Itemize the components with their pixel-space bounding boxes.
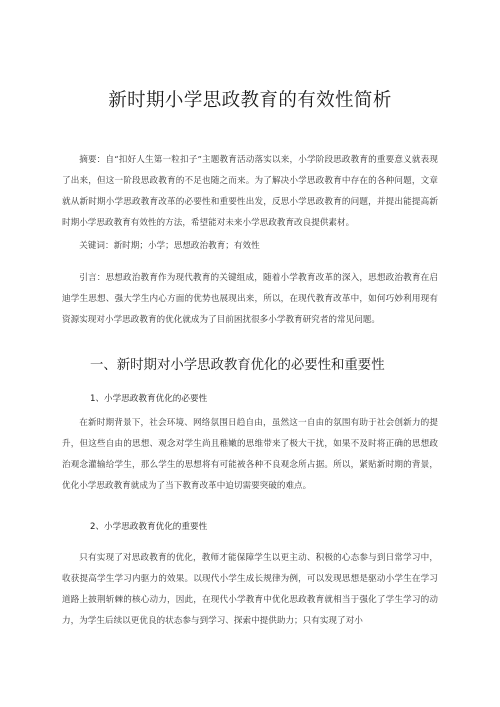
subsection-2-heading: 2、小学思政教育优化的重要性	[90, 522, 208, 532]
subsection-2-paragraph: 只有实现了对思政教育的优化，教师才能保障学生以更主动、积极的心态参与到日常学习中，收获提高学生学习内驱力的效果。以现代小学生成长规律为例，可以发现思想是驱动小学生在学习道路上披荆斩棘的核心动力，因此，在现代小学教育中优化思政教育就相当于强化了学生学习的动力，为学生后续以更优良的状态参与到学习、探索中提供助力；只有实现了对小	[62, 553, 438, 626]
subsection-1-heading: 1、小学思政教育优化的必要性	[90, 394, 208, 404]
subsection-1-paragraph: 在新时期背景下，社会环境、网络氛围日趋自由，虽然这一自由的氛围有助于社会创新力的提升，但这些自由的思想、观念对学生尚且稚嫩的思维带来了极大干扰，如果不及时将正确的思想政治观念灌输给学生，那么学生的思想将有可能被各种不良观念所占据。所以，紧贴新时期的背景，优化小学思政教育就成为了当下教育改革中迫切需要突破的难点。	[62, 418, 438, 491]
keywords-line: 关键词：新时期；小学；思想政治教育；有效性	[79, 241, 260, 251]
section-1-heading: 一、新时期对小学思政教育优化的必要性和重要性	[90, 358, 385, 373]
abstract-paragraph: 摘要：自“扣好人生第一粒扣子”主题教育活动落实以来，小学阶段思政教育的重要意义就表现了出来，但这一阶段思政教育的不足也随之而来。为了解决小学思政教育中存在的各种问题，文章就从新时期小学思政教育改革的必要性和重要性出发，反思小学思政教育的问题，并提出能提高新时期小学思政教育有效性的方法，希望能对未来小学思政教育改良提供素材。	[62, 155, 438, 228]
paper-title: 新时期小学思政教育的有效性简析	[108, 90, 392, 111]
intro-paragraph: 引言：思想政治教育作为现代教育的关键组成，随着小学教育改革的深入，思想政治教育在启迪学生思想、强大学生内心方面的优势也展现出来，所以，在现代教育改革中，如何巧妙利用现有资源实现对小学思政教育的优化就成为了目前困扰很多小学教育研究者的常见问题。	[62, 273, 438, 325]
